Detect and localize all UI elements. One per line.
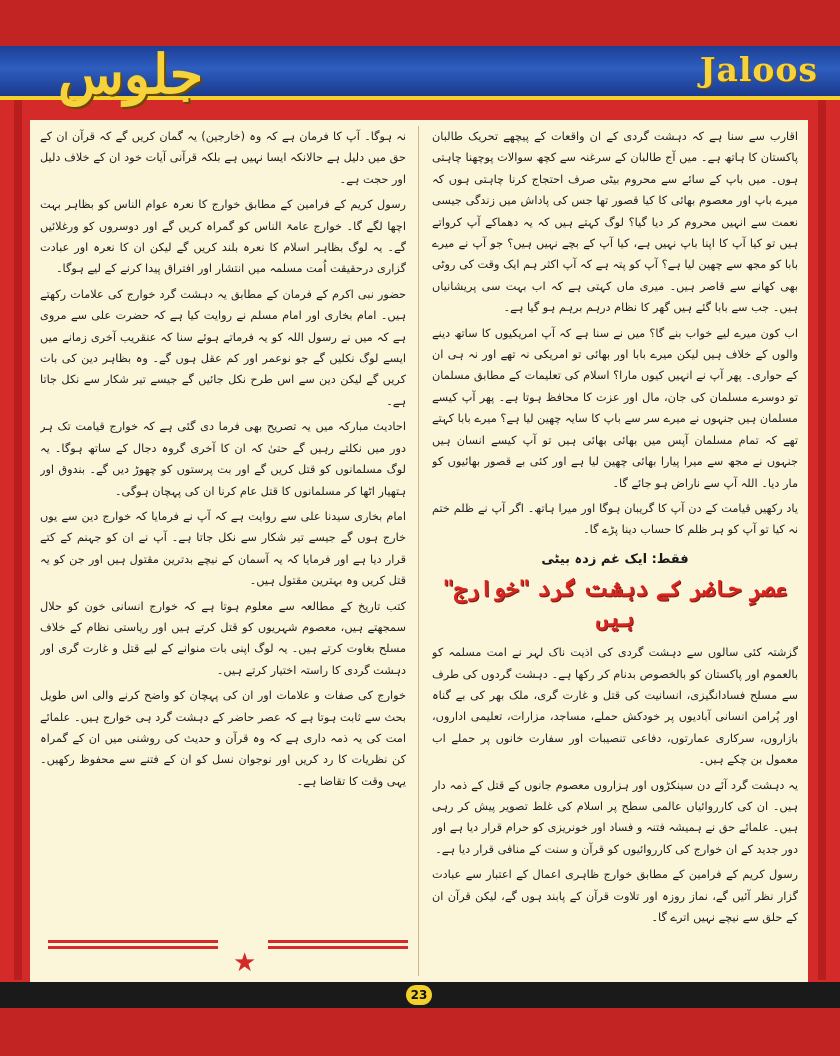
article-paragraph: حضور نبی اکرم کے فرمان کے مطابق یہ دہشت گرد خوارج کی علامات رکھتے ہیں۔ امام بخاری اور امام مسلم نے روایت کیا ہے کہ حضرت علی سے مروی ہے کہ میں نے رسول اللہ کو یہ فرماتے ہوئے سنا کہ عنقریب آخری زمانے میں ایسے لوگ نکلیں گے جو نوعمر اور کم عقل ہوں گے۔ وہ بظاہر دین کی بات کریں گے لیکن دین سے اس طرح نکل جائیں گے جیسے تیر شکار سے نکل جاتا ہے۔ xyxy=(40,287,406,408)
article-paragraph: گزشتہ کئی سالوں سے دہشت گردی کی اذیت ناک لہر نے امت مسلمہ کو بالعموم اور پاکستان کو بالخصوص بدنام کر رکھا ہے۔ دہشت گردوں کی طرف سے مسلح فسادانگیزی، انسانیت کی قتل و غارت گری، ملک بھر کی بے گناہ اور پُرامن انسانی آبادیوں پر خودکش حملے، مساجد، مزارات، تعلیمی اداروں، بازاروں، سرکاری عمارتوں، دفاعی تنصیبات اور سفارت خانوں پر حملے اب معمول بن چکے ہیں۔ xyxy=(432,646,798,767)
letter-paragraph: اب کون میرے لیے خواب بنے گا؟ میں نے سنا ہے کہ آپ امریکیوں کا ساتھ دینے والوں کے خلاف ہیں لیکن میرے بابا اور بھائی تو امریکی نہ تھے اور نہ ہی ان کے حواری۔ پھر آپ نے انہیں کیوں مارا؟ اسلام کی تعلیمات کے مطابق مسلمان تو دوسرے مسلمان کی جان، مال اور عزت کا محافظ ہوتا ہے۔ پھر آپ کیسے مسلمان ہیں جنہوں نے میرے سر سے باپ کا سایہ چھین لیا ہے؟ میرے بابا کہتے تھے کہ تمام مسلمان آپس میں بھائی بھائی ہیں تو آپ کیسے انسان ہیں جنہوں نے مجھ سے میرا پیارا بھائی چھین لیا ہے اور کئی بے قصور بھائیوں کو مار دیا۔ اللہ آپ سے ناراض ہو جائے گا۔ xyxy=(432,326,798,490)
left-border xyxy=(14,100,22,980)
end-rule-left-top xyxy=(48,940,218,943)
end-rule-right-bottom xyxy=(268,946,408,949)
article-paragraph: احادیث مبارکہ میں یہ تصریح بھی فرما دی گئی ہے کہ خوارج قیامت تک ہر دور میں نکلتے رہیں گے حتیٰ کہ ان کا آخری گروہ دجال کے ساتھ ہوگا۔ یہ لوگ مسلمانوں کو قتل کریں گے اور بت پرستوں کو چھوڑ دیں گے۔ بندوق اور ہتھیار اٹھا کر مسلمانوں کا قتل عام کرنا ان کی پہچان ہوگی۔ xyxy=(40,420,406,498)
content-panel xyxy=(30,120,808,982)
end-rule-right-top xyxy=(268,940,408,943)
article-paragraph: رسول کریم کے فرامین کے مطابق خوارج کا نعرہ عوام الناس کو بظاہر بہت اچھا لگے گا۔ خوارج عامۃ الناس کو گمراہ کریں گے اور دوسروں کو ورغلائیں گے۔ یہ لوگ بظاہر اسلام کا نعرہ بلند کریں گے لیکن ان کا نعرہ اور عبادت گزاری درحقیقت اُمت مسلمہ میں انتشار اور افتراق پیدا کرنے کے لیے ہوگا۔ xyxy=(40,198,406,276)
bottom-red-bar xyxy=(0,1008,840,1056)
right-border xyxy=(818,100,826,980)
article-paragraph: رسول کریم کے فرامین کے مطابق خوارج ظاہری اعمال کے اعتبار سے عبادت گزار نظر آئیں گے، نماز روزہ اور تلاوت قرآن کے پابند ہوں گے، لیکن قرآن ان کے حلق سے نیچے نہیں اترے گا۔ xyxy=(432,868,798,924)
masthead-title-urdu: جلوس xyxy=(58,42,204,106)
article-headline: عصرِ حاضر کے دہشت گرد "خوارج" ہیں xyxy=(442,576,788,633)
end-rule-left-bottom xyxy=(48,946,218,949)
article-paragraph: کتب تاریخ کے مطالعہ سے معلوم ہوتا ہے کہ خوارج انسانی خون کو حلال سمجھتے ہیں، معصوم شہریوں کو قتل کرتے ہیں اور ریاستی نظام کے خلاف مسلح بغاوت کرتے ہیں۔ یہ لوگ اپنی بات منوانے کے لیے قتل و غارت گری اور دہشت گردی کا راستہ اختیار کرتے ہیں۔ xyxy=(40,599,406,677)
star-icon: ★ xyxy=(233,948,257,978)
letter-signature: فقط: ایک غم زدہ بیٹی xyxy=(541,551,689,567)
right-column xyxy=(432,126,798,976)
top-red-bar xyxy=(0,0,840,46)
left-column xyxy=(40,126,406,976)
column-divider xyxy=(418,126,419,976)
article-paragraph: یہ دہشت گرد آئے دن سینکڑوں اور ہزاروں معصوم جانوں کے قتل کے ذمہ دار ہیں۔ ان کی کارروائیاں عالمی سطح پر اسلام کی غلط تصویر پیش کر رہی ہیں۔ علمائے حق نے ہمیشہ فتنہ و فساد اور خونریزی کو حرام قرار دیا ہے اور دور جدید کے ان خوارج کی کارروائیوں کو قرآن و سنت کے منافی قرار دیا ہے۔ xyxy=(432,778,798,856)
article-paragraph: امام بخاری سیدنا علی سے روایت ہے کہ آپ نے فرمایا کہ خوارج دین سے یوں خارج ہوں گے جیسے تیر شکار سے نکل جاتا ہے۔ آپ نے ان کو جہنم کے کتے قرار دیا ہے اور فرمایا کہ یہ آسمان کے نیچے بدترین مقتول ہیں اور جن کو یہ قتل کریں وہ بہترین مقتول ہیں۔ xyxy=(40,509,406,588)
letter-paragraph: اقارب سے سنا ہے کہ دہشت گردی کے ان واقعات کے پیچھے تحریک طالبان پاکستان کا ہاتھ ہے۔ میں آج طالبان کے سرغنہ سے کچھ سوالات پوچھنا چاہتی ہوں۔ میں باپ کے سائے سے محروم بیٹی صرف احتجاج کرنا چاہتی ہوں کہ میرے باپ اور معصوم بھائی کا کیا قصور تھا جس کی پاداش میں زندگی جیسی نعمت سے انہیں محروم کر دیا گیا؟ لوگ کہتے ہیں کہ یہ دھماکے آپ کرواتے ہیں تو کیا آپ کا اپنا باپ نہیں ہے، کیا آپ کے بچے نہیں ہیں؟ جو آپ نے میرے بابا کو مجھ سے چھین لیا ہے؟ آپ کو پتہ ہے کہ آپ اکثر ہم ایک وقت کی روٹی بھی کھانے سے قاصر ہیں۔ میری ماں کہتی ہے کہ اب بہت سی پریشانیاں ہیں۔ جب سے بابا گئے ہیں گھر کا نظام درہم برہم ہو گیا ہے۔ xyxy=(432,130,798,315)
article-paragraph: نہ ہوگا۔ آپ کا فرمان ہے کہ وہ (خارجین) یہ گمان کریں گے کہ قرآن ان کے حق میں دلیل ہے حالانکہ ایسا نہیں ہے بلکہ قرآنی آیات خود ان کے خلاف دلیل اور حجت ہے۔ xyxy=(40,130,406,186)
article-paragraph: خوارج کی صفات و علامات اور ان کی پہچان کو واضح کرنے والی اس طویل بحث سے ثابت ہوتا ہے کہ عصر حاضر کے دہشت گرد ہی خوارج ہیں۔ علمائے امت کی یہ ذمہ داری ہے کہ وہ قرآن و حدیث کی روشنی میں ان کے گمراہ کن نظریات کا رد کریں اور نوجوان نسل کو ان کے فتنے سے محفوظ رکھیں۔ یہی وقت کا تقاضا ہے۔ xyxy=(40,689,406,788)
letter-paragraph: یاد رکھیں قیامت کے دن آپ کا گریبان ہوگا اور میرا ہاتھ۔ اگر آپ نے ظلم ختم نہ کیا تو آپ کو ہر ظلم کا حساب دینا پڑے گا۔ xyxy=(432,501,798,537)
page-number: 23 xyxy=(406,985,432,1005)
masthead-title-latin: Jaloos xyxy=(699,50,818,89)
